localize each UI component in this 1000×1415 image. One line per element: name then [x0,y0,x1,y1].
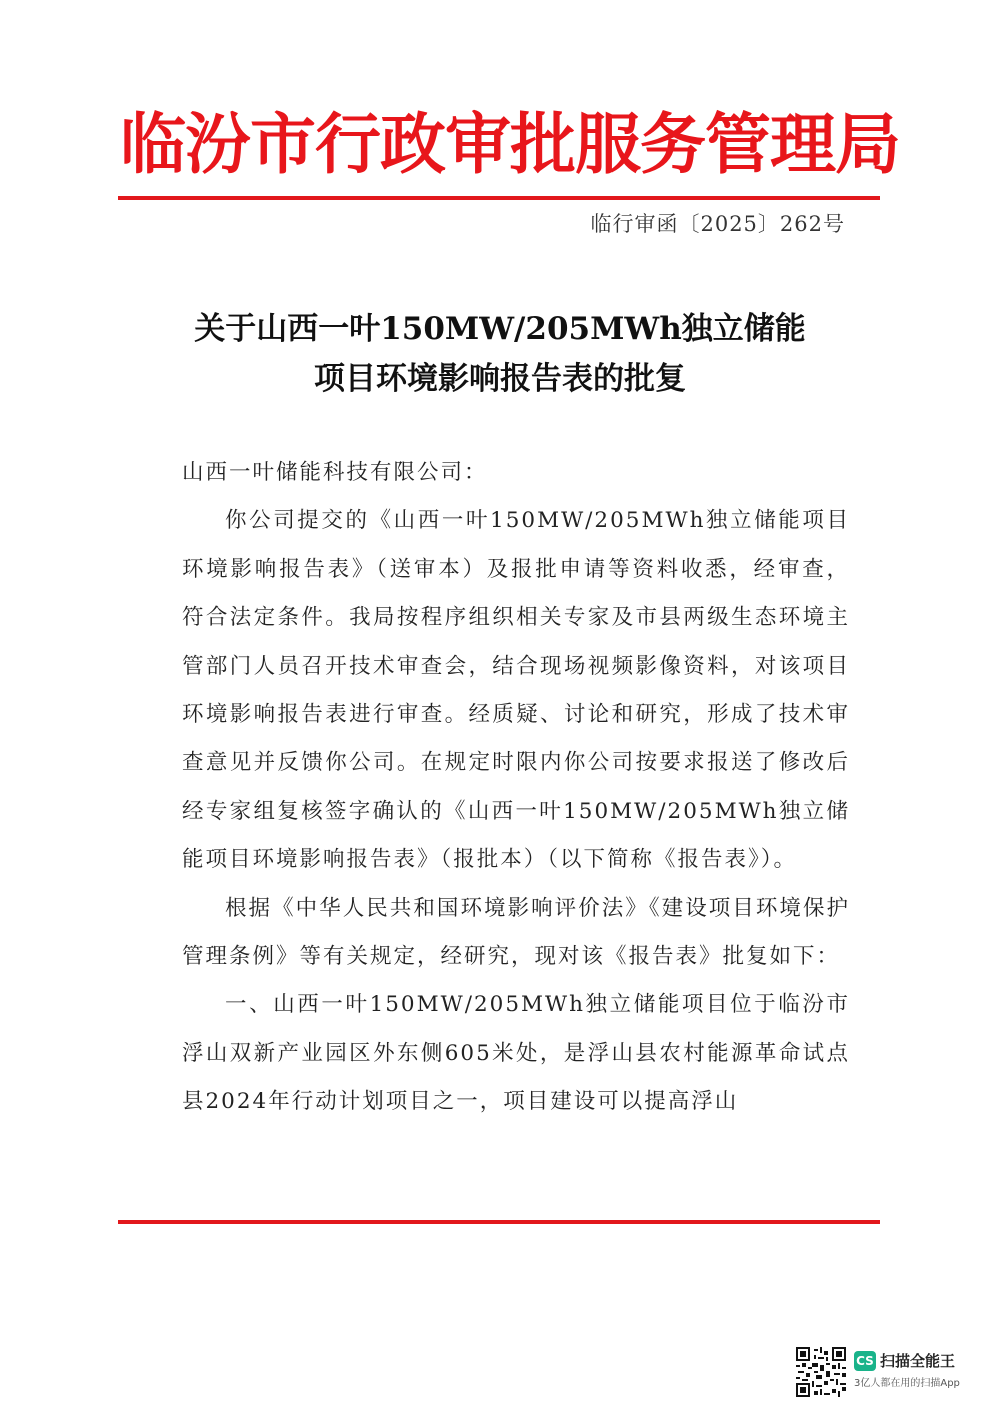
scanner-brand-name: 扫描全能王 [880,1352,956,1370]
title-line-2: 项目环境影响报告表的批复 [314,361,686,397]
masthead-title: 临汾市行政审批服务管理局 [120,106,900,183]
salutation: 山西一叶储能科技有限公司： [182,460,488,485]
title-line-1: 关于山西一叶150MW/205MWh独立储能 [194,311,806,347]
scanner-slogan: 3亿人都在用的扫描App [854,1378,960,1389]
paragraph-3: 一、山西一叶150MW/205MWh独立储能项目位于临汾市浮山双新产业园区外东侧605米处，是浮山县农村能源革命试点县2024年行动计划项目之一，项目建设可以提高浮山 [182,992,850,1115]
document-title [150,304,850,404]
document-number: 临行审函〔2025〕262号 [590,212,845,236]
paragraph-2: 根据《中华人民共和国环境影响评价法》《建设项目环境保护管理条例》等有关规定，经研究，现对该《报告表》批复如下： [182,895,850,970]
scanner-logo-badge: CS [854,1351,876,1371]
document-body [182,449,850,1127]
scanner-watermark [796,1347,972,1397]
header-divider [118,196,880,200]
footer-divider [118,1220,880,1224]
qr-code-icon [796,1347,846,1397]
paragraph-1: 你公司提交的《山西一叶150MW/205MWh独立储能项目环境影响报告表》（送审本）及报批申请等资料收悉，经审查，符合法定条件。我局按程序组织相关专家及市县两级生态环境主管部门人员召开技术审查会，结合现场视频影像资料，对该项目环境影响报告表进行审查。经质疑、讨论和研究，形成了技术审查意见并反馈你公司。在规定时限内你公司按要求报送了修改后经专家组复核签字确认的《山西一叶150MW/205MWh独立储能项目环境影响报告表》（报批本）（以下简称《报告表》）。 [182,508,850,873]
